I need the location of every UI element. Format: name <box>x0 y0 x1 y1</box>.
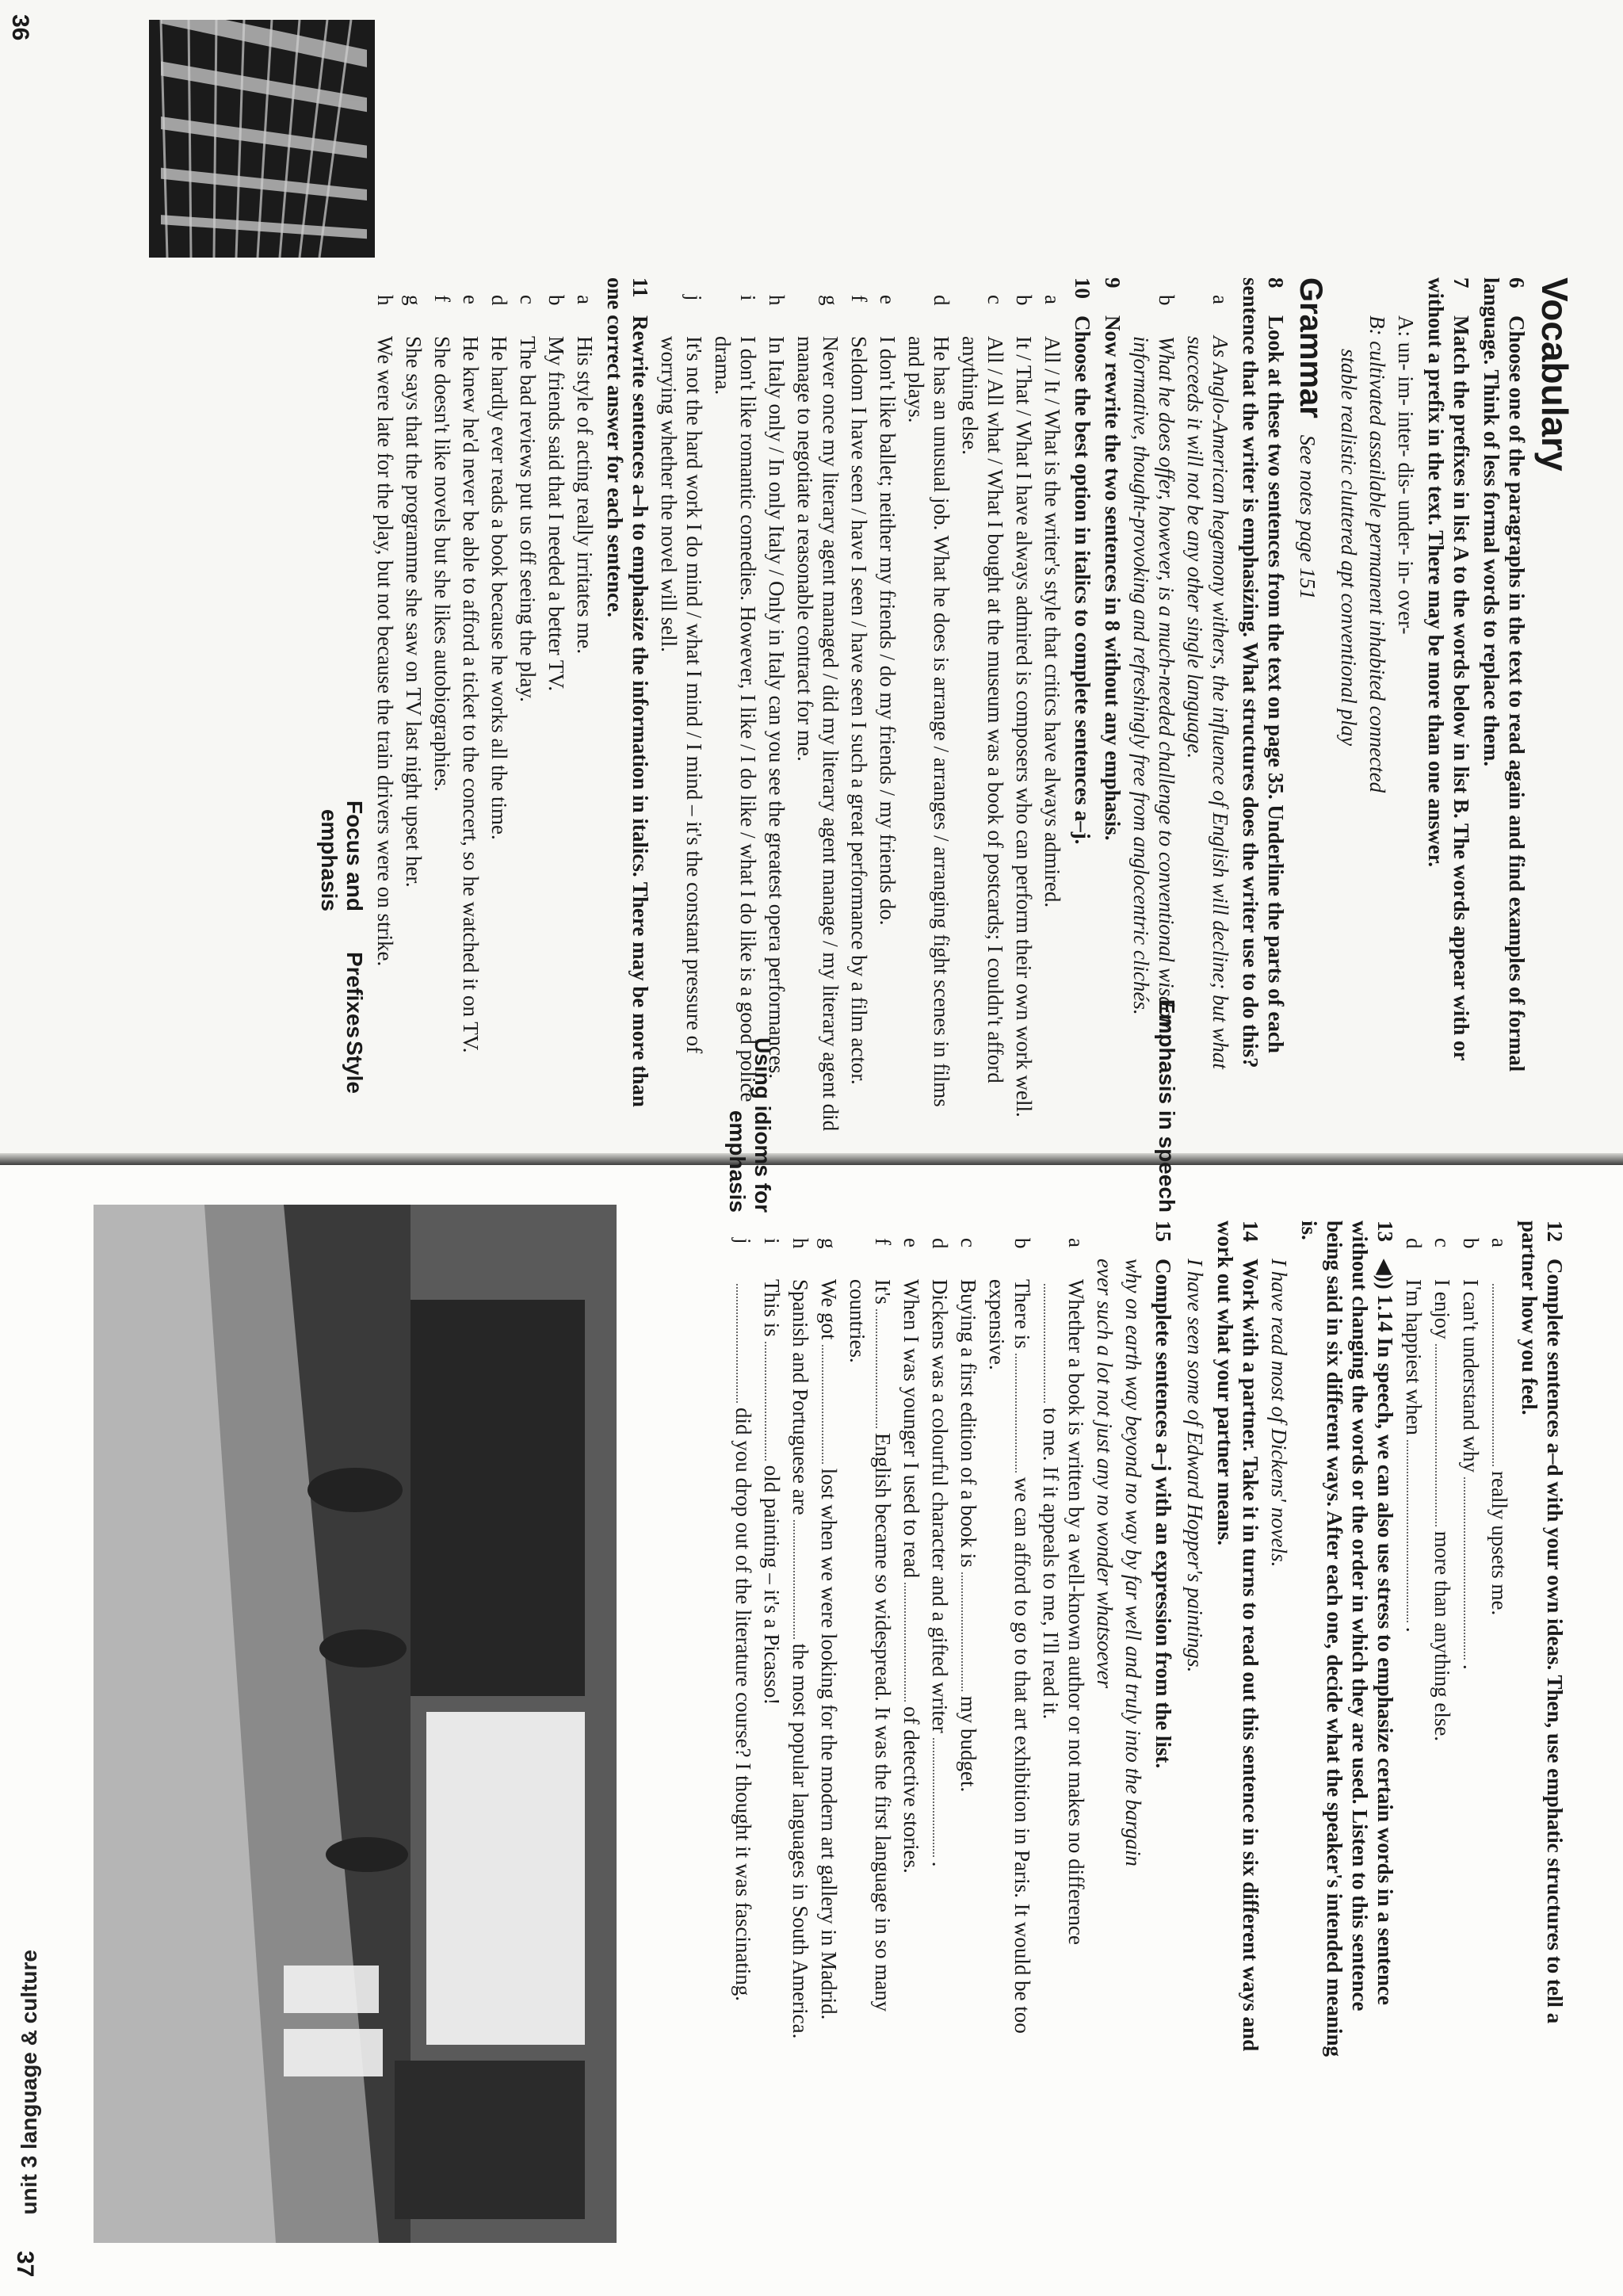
answer-blank[interactable] <box>1407 1440 1426 1622</box>
item-before: It's <box>871 1279 895 1305</box>
word-list-b2: stable realistic cluttered apt conventional play <box>1337 349 1361 747</box>
list-item <box>759 1238 785 2061</box>
list-item <box>788 1238 813 2061</box>
item-letter: c <box>516 295 540 304</box>
item-letter: j <box>682 295 706 301</box>
item-text: She says that the programme she saw on TV last night upset her. <box>402 336 426 888</box>
label-style: Style <box>342 1041 367 1094</box>
item-after: to me. If it appeals to me, I'll read it. <box>1039 1408 1063 1720</box>
item-after: . <box>1402 1626 1426 1633</box>
exercise-8 <box>1238 277 1289 1133</box>
list-item <box>731 1238 756 2061</box>
item-letter: e <box>899 1238 923 1247</box>
exercise-12 <box>1517 1221 1568 2061</box>
answer-blank[interactable] <box>765 1342 784 1461</box>
item-letter: b <box>1155 295 1178 306</box>
item-before: Whether a book is written by a well-known author or not makes no difference <box>1064 1279 1088 1945</box>
label-focus-emphasis: Focus and emphasis <box>317 800 367 911</box>
unit-footer: unit 3 language & culture <box>17 1950 41 2215</box>
item-letter: c <box>957 1238 980 1247</box>
item-before: There is <box>1010 1279 1034 1349</box>
item-before: We got <box>817 1279 841 1340</box>
item-text: Seldom I have seen / have I seen / have seen I such a great performance by a film actor. <box>847 336 871 1085</box>
item-letter: d <box>487 295 511 306</box>
item-letter: b <box>1012 295 1036 306</box>
example-sentence: I have read most of Dickens' novels. <box>1267 1259 1291 1568</box>
answer-blank[interactable] <box>736 1284 755 1403</box>
list-item <box>572 295 598 1133</box>
page-number: 37 <box>12 2251 38 2278</box>
item-text: All / All what / What I bought at the museum was a book of postcards; I couldn't afford anything else. <box>958 336 1007 1083</box>
exercise-10 <box>1070 277 1095 1133</box>
item-text: She doesn't like novels but she likes autobiographies. <box>430 336 454 792</box>
item-letter: e <box>876 295 899 304</box>
list-item <box>430 295 455 1133</box>
list-item <box>956 1238 981 2061</box>
answer-blank[interactable] <box>1015 1354 1034 1473</box>
item-text: The bad reviews put us off seeing the play. <box>516 336 540 702</box>
exercise-number: 14 <box>1239 1221 1262 1242</box>
exercise-instruction: Look at these two sentences from the text on page 35. Underline the parts of each sentence that the writer is emphasizing. What structures does the writer use to do this? <box>1239 277 1288 1068</box>
museum-photo <box>94 1205 617 2243</box>
item-text: It / That / What I have always admired is composers who can perform their own work well. <box>1012 336 1036 1117</box>
item-letter: a <box>1487 1238 1511 1247</box>
answer-blank[interactable] <box>876 1309 895 1428</box>
exercise-number: 6 <box>1505 277 1529 288</box>
list-item <box>984 1238 1035 2061</box>
item-after: the most popular languages in South America. <box>789 1643 812 2039</box>
label-idioms-for-emphasis: Using idioms for emphasis <box>725 1037 775 1213</box>
item-text: It's not the hard work I do mind / what I mind / I mind – it's the constant pressure of worrying whether the novel will sell. <box>657 336 706 1054</box>
word-list-b1: B: cultivated assailable permanent inhabited connected <box>1365 315 1389 793</box>
item-after: . <box>1459 1664 1483 1670</box>
exercise-instruction: Complete sentences a–j with an expression from the list. <box>1151 1259 1175 1769</box>
exercise-instruction: In speech, we can also use stress to emphasize certain words in a sentence without changing the words or the order in which they are used. Listen to this sentence being said in six different ways. After each one, decide what the speaker's intended meaning is. <box>1297 1221 1397 2057</box>
item-letter: i <box>736 295 760 301</box>
label-prefixes: Prefixes <box>342 952 367 1038</box>
item-letter: b <box>1010 1238 1034 1249</box>
item-after: we can afford to go to that art exhibition in Paris. It would be too expensive. <box>985 1279 1034 2034</box>
exercise-number: 11 <box>628 277 652 298</box>
exercise-number: 10 <box>1071 277 1094 299</box>
item-text: His style of acting really irritates me. <box>573 336 597 655</box>
grammar-header <box>1293 277 1328 1133</box>
item-after: . <box>928 1861 952 1867</box>
prefix-list-a: A: un- im- inter- dis- under- in- over- <box>1394 315 1418 635</box>
example-sentence: I have seen some of Edward Hopper's paintings. <box>1183 1259 1207 1673</box>
item-before: Spanish and Portuguese are <box>789 1279 812 1515</box>
exercise-10-items <box>656 295 1065 1133</box>
audio-track[interactable]: ◀)) 1.14 <box>1373 1259 1397 1332</box>
list-item <box>1401 1238 1426 2061</box>
item-after: old painting – it's a Picasso! <box>760 1465 784 1706</box>
item-text: He knew he'd never be able to afford a ticket to the concert, so he watched it on TV. <box>459 336 483 1053</box>
exercise-instruction: Now rewrite the two sentences in 8 without any emphasis. <box>1101 315 1125 841</box>
exercise-12-items <box>1401 1238 1512 2061</box>
list-item <box>372 295 398 1133</box>
emphasis-section <box>1182 1221 1398 2061</box>
list-item <box>656 295 707 1133</box>
item-letter: c <box>983 295 1007 304</box>
answer-blank[interactable] <box>1464 1477 1483 1660</box>
item-letter: i <box>760 1238 784 1244</box>
expression-list-2: ever such a lot not just any no wonder whatsoever <box>1093 1259 1117 1689</box>
item-text: He has an unusual job. What he does is arrange / arranges / arranging fight scenes in films and plays. <box>904 336 953 1107</box>
list-item <box>458 295 483 1133</box>
list-item <box>903 295 954 1133</box>
item-after: more than anything else. <box>1430 1530 1454 1742</box>
list-item <box>1011 295 1037 1133</box>
list-item <box>927 1238 953 2061</box>
page-number: 36 <box>7 14 33 41</box>
exercise-instruction: Work with a partner. Take it in turns to read out this sentence in six different ways and work out what your partner means. <box>1213 1221 1262 2052</box>
item-text: I don't like ballet; neither my friends / do my friends / my friends do. <box>876 336 899 926</box>
item-before: Dickens was a colourful character and a gifted writer <box>928 1279 952 1733</box>
item-letter: a <box>1064 1238 1088 1247</box>
item-letter: d <box>928 1238 952 1249</box>
exercise-instruction: Match the prefixes in list A to the words below in list B. The words appear with or without a prefix in the text. There may be more than one answer. <box>1424 277 1473 1061</box>
list-item <box>1038 1238 1089 2061</box>
list-item <box>816 1238 842 2061</box>
item-letter: b <box>544 295 568 306</box>
exercise-instruction: Choose one of the paragraphs in the text to read again and find examples of formal language. Think of less formal words to replace them. <box>1480 277 1529 1072</box>
item-letter: a <box>1209 295 1232 304</box>
list-item <box>401 295 426 1133</box>
item-letter: f <box>871 1238 895 1245</box>
answer-blank[interactable] <box>1044 1284 1063 1403</box>
list-item <box>1487 1238 1512 2061</box>
exercise-15-items <box>731 1238 1089 2061</box>
item-letter: g <box>819 295 842 306</box>
item-letter: f <box>847 295 871 302</box>
exercise-number: 8 <box>1264 277 1288 288</box>
item-letter: g <box>402 295 426 306</box>
answer-blank[interactable] <box>822 1345 841 1464</box>
exercise-number: 9 <box>1101 277 1125 288</box>
item-after: did you drop out of the literature course? I thought it was fascinating. <box>731 1408 755 2002</box>
exercise-13 <box>1296 1221 1398 2061</box>
exercise-11-items <box>372 295 598 1133</box>
exercise-6 <box>1479 277 1529 1133</box>
item-text: As Anglo-American hegemony withers, the influence of English will decline; but what succeeds it will not be any other single language. <box>1183 336 1232 1069</box>
list-item <box>515 295 540 1133</box>
item-letter: f <box>430 295 454 302</box>
left-column <box>369 277 1575 1133</box>
list-item <box>845 1238 896 2061</box>
item-letter: j <box>731 1238 755 1244</box>
answer-blank[interactable] <box>1435 1344 1454 1526</box>
list-item <box>1458 1238 1484 2061</box>
item-text: In Italy only / In only Italy / Only in Italy can you see the greatest opera performances. <box>765 336 789 1079</box>
exercise-15 <box>1151 1221 1176 2061</box>
list-item <box>1182 295 1233 1133</box>
list-item <box>487 295 512 1133</box>
item-text: What he does offer, however, is a much-needed challenge to conventional wisdom: informative, thought-provoking and refreshingly free from anglocentric clichés. <box>1129 336 1178 1041</box>
exercise-8-items <box>1128 295 1233 1133</box>
item-before: Buying a first edition of a book is <box>957 1279 980 1568</box>
item-letter: b <box>1459 1238 1483 1249</box>
list-item <box>846 295 872 1133</box>
exercise-number: 7 <box>1449 277 1473 288</box>
item-before: I'm happiest when <box>1402 1279 1426 1435</box>
item-after: really upsets me. <box>1487 1471 1511 1616</box>
grammar-heading: Grammar <box>1293 277 1328 418</box>
item-text: Never once my literary agent managed / did my literary agent manage / my literary agent did manage to negotiate a reasonable contract for me. <box>793 336 842 1132</box>
list-item <box>1040 295 1065 1133</box>
item-letter: h <box>789 1238 812 1249</box>
item-after: of detective stories. <box>899 1706 923 1874</box>
answer-blank[interactable] <box>933 1738 952 1857</box>
item-letter: d <box>1402 1238 1426 1249</box>
item-letter: c <box>1430 1238 1454 1247</box>
answer-blank[interactable] <box>1492 1284 1511 1466</box>
grammar-note: See notes page 151 <box>1296 434 1319 600</box>
answer-blank[interactable] <box>904 1583 923 1702</box>
item-letter: a <box>1041 295 1064 304</box>
exercise-7 <box>1423 277 1474 1133</box>
exercise-14 <box>1212 1221 1263 2061</box>
exercise-instruction: Rewrite sentences a–h to emphasize the information in italics. There may be more than one correct answer for each sentence. <box>603 277 652 1107</box>
item-after: my budget. <box>957 1695 980 1793</box>
list-item <box>899 1238 924 2061</box>
item-before: When I was younger I used to read <box>899 1279 923 1579</box>
list-item <box>957 295 1008 1133</box>
item-text: All / It / What is the writer's style that critics have always admired. <box>1041 336 1064 908</box>
item-letter: h <box>373 295 397 306</box>
item-after: English became so widespread. It was the first language in so many countries. <box>846 1279 895 2012</box>
item-before: I can't understand why <box>1459 1279 1483 1473</box>
item-letter: h <box>765 295 789 306</box>
item-letter: e <box>459 295 483 304</box>
item-text: I don't like romantic comedies. However, I like / I do like / what I do like is a good police drama. <box>711 336 760 1102</box>
answer-blank[interactable] <box>793 1520 812 1639</box>
exercise-number: 12 <box>1543 1221 1567 1242</box>
right-column <box>727 1221 1568 2061</box>
exercise-instruction: Complete sentences a–d with your own ideas. Then, use emphatic structures to tell a partner how you feel. <box>1518 1221 1567 2024</box>
list-item <box>544 295 569 1133</box>
item-before: I enjoy <box>1430 1279 1454 1339</box>
item-before: This is <box>760 1279 784 1337</box>
item-text: My friends said that I needed a better TV. <box>544 336 568 692</box>
exercise-9 <box>1100 277 1125 1133</box>
list-item <box>792 295 843 1133</box>
answer-blank[interactable] <box>961 1572 980 1691</box>
vocabulary-heading: Vocabulary <box>1534 277 1575 472</box>
exercise-number: 15 <box>1151 1221 1175 1242</box>
item-letter: d <box>930 295 953 306</box>
item-after: lost when we were looking for the modern art gallery in Madrid. <box>817 1468 841 2020</box>
exercise-number: 13 <box>1373 1221 1397 1242</box>
list-item <box>875 295 900 1133</box>
exercise-11 <box>602 277 653 1133</box>
item-letter: g <box>817 1238 841 1249</box>
item-text: He hardly ever reads a book because he works all the time. <box>487 336 511 840</box>
item-text: We were late for the play, but not because the train drivers were on strike. <box>373 336 397 967</box>
expression-list-1: why on earth way beyond no way by far well and truly into the bargain <box>1121 1259 1145 1866</box>
exercise-instruction: Choose the best option in italics to complete sentences a–j. <box>1071 315 1094 845</box>
label-emphasis-in-speech: Emphasis in speech <box>1155 999 1179 1213</box>
item-letter: a <box>573 295 597 304</box>
list-item <box>1430 1238 1455 2061</box>
